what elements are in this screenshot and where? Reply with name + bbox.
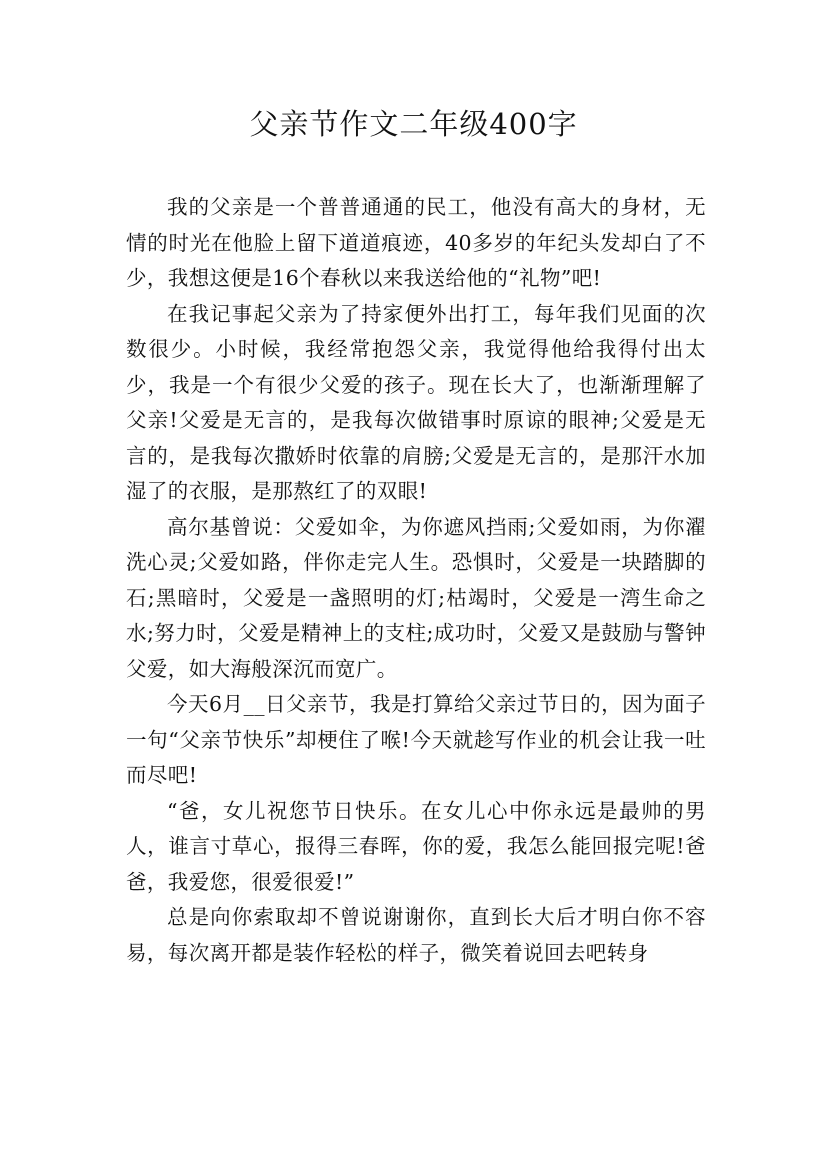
- paragraph-4: 今天6月__日父亲节，我是打算给父亲过节日的，因为面子一句“父亲节快乐”却梗住了喉!今天就趁写作业的机会让我一吐而尽吧!: [126, 692, 706, 787]
- paragraph-1: 我的父亲是一个普普通通的民工，他没有高大的身材，无情的时光在他脸上留下道道痕迹，40多岁的年纪头发却白了不少，我想这便是16个春秋以来我送给他的“礼物”吧!: [126, 195, 706, 290]
- paragraph-5: “爸，女儿祝您节日快乐。在女儿心中你永远是最帅的男人，谁言寸草心，报得三春晖，你的爱，我怎么能回报完呢!爸爸，我爱您，很爱很爱!”: [126, 798, 706, 894]
- paragraph-2: 在我记事起父亲为了持家便外出打工，每年我们见面的次数很少。小时候，我经常抱怨父亲，我觉得他给我得付出太少，我是一个有很少父爱的孩子。现在长大了，也渐渐理解了父亲!父爱是无言的，是我每次做错事时原谅的眼神;父爱是无言的，是我每次撒娇时依靠的肩膀;父爱是无言的，是那汗水加湿了的衣服，是那熬红了的双眼!: [126, 301, 706, 503]
- paragraph-6: 总是向你索取却不曾说谢谢你，直到长大后才明白你不容易，每次离开都是装作轻松的样子，微笑着说回去吧转身: [126, 905, 706, 965]
- paragraph-3: 高尔基曾说：父爱如伞，为你遮风挡雨;父爱如雨，为你濯洗心灵;父爱如路，伴你走完人生。恐惧时，父爱是一块踏脚的石;黑暗时，父爱是一盏照明的灯;枯竭时，父爱是一湾生命之水;努力时，父爱是精神上的支柱;成功时，父爱又是鼓励与警钟父爱，如大海般深沉而宽广。: [126, 514, 706, 681]
- document-title: 父亲节作文二年级400字: [249, 107, 578, 141]
- document-body: [126, 190, 706, 971]
